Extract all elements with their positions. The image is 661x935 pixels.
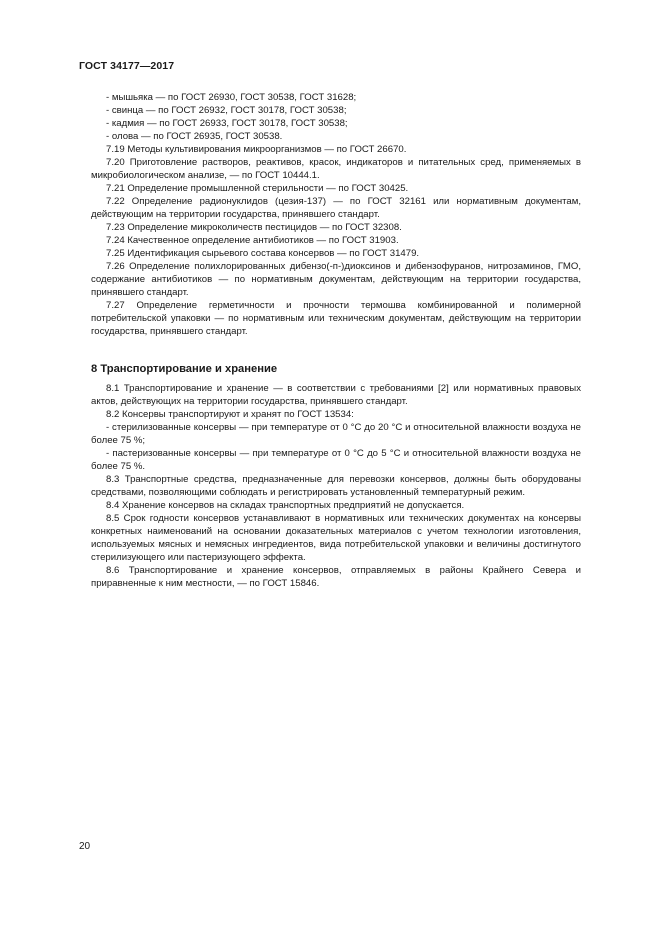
paragraph: 7.21 Определение промышленной стерильности — по ГОСТ 30425. [106,183,409,194]
paragraph: - свинца — по ГОСТ 26932, ГОСТ 30178, ГОСТ 30538; [106,105,347,116]
paragraph: - стерилизованные консервы — при температуре от 0 °С до 20 °С и относительной влажности воздуха не более 75 %; [91,422,581,446]
paragraph: 7.20 Приготовление растворов, реактивов, красок, индикаторов и питательных сред, применяемых в микробиологическом анализе, — по ГОСТ 10444.1. [91,157,581,181]
paragraph: 7.26 Определение полихлорированных дибензо(-п-)диоксинов и дибензофуранов, нитрозаминов, ГМО, содержание антибиотиков — по нормативным документам, действующим на территории государства, принявшего стандарт. [91,261,581,298]
paragraph: 7.25 Идентификация сырьевого состава консервов — по ГОСТ 31479. [106,248,420,259]
paragraph: - кадмия — по ГОСТ 26933, ГОСТ 30178, ГОСТ 30538; [106,118,348,129]
paragraph: 7.19 Методы культивирования микроорганизмов — по ГОСТ 26670. [106,144,407,155]
section7-continuation [91,91,581,338]
section8-body [91,382,581,590]
paragraph: - олова — по ГОСТ 26935, ГОСТ 30538. [106,131,283,142]
paragraph: 7.27 Определение герметичности и прочности термошва комбинированной и полимерной потребительской упаковки — по нормативным или техническим документам, действующим на территории государства, принявшего стандарт. [91,300,581,337]
paragraph: - пастеризованные консервы — при температуре от 0 °С до 5 °С и относительной влажности воздуха не более 75 %. [91,448,581,472]
paragraph: 8.2 Консервы транспортируют и хранят по ГОСТ 13534: [106,409,354,420]
paragraph: 8.4 Хранение консервов на складах транспортных предприятий не допускается. [106,500,465,511]
section-heading: 8 Транспортирование и хранение [91,363,278,375]
page-number: 20 [79,841,91,852]
document-code-header: ГОСТ 34177—2017 [79,60,175,72]
paragraph: 7.22 Определение радионуклидов (цезия-137) — по ГОСТ 32161 или нормативным документам, действующим на территории государства, принявшего стандарт. [91,196,581,220]
paragraph: 7.24 Качественное определение антибиотиков — по ГОСТ 31903. [106,235,399,246]
paragraph: 7.23 Определение микроколичеств пестицидов — по ГОСТ 32308. [106,222,402,233]
paragraph: 8.1 Транспортирование и хранение — в соответствии с требованиями [2] или нормативных правовых актов, действующих на территории государства, принявшего стандарт. [91,383,581,407]
paragraph: - мышьяка — по ГОСТ 26930, ГОСТ 30538, ГОСТ 31628; [106,92,357,103]
paragraph: 8.6 Транспортирование и хранение консервов, отправляемых в районы Крайнего Севера и приравненные к ним местности, — по ГОСТ 15846. [91,565,581,589]
paragraph: 8.5 Срок годности консервов устанавливают в нормативных или технических документах на консервы конкретных наименований на основании доказательных материалов с учетом технологии изготовления, используемых мясных и немясных ингредиентов, вида потребительской упаковки и величины достигнутого стерилизующего или пастеризующего эффекта. [91,513,581,563]
paragraph: 8.3 Транспортные средства, предназначенные для перевозки консервов, должны быть оборудованы средствами, позволяющими соблюдать и регистрировать установленный температурный режим. [91,474,581,498]
